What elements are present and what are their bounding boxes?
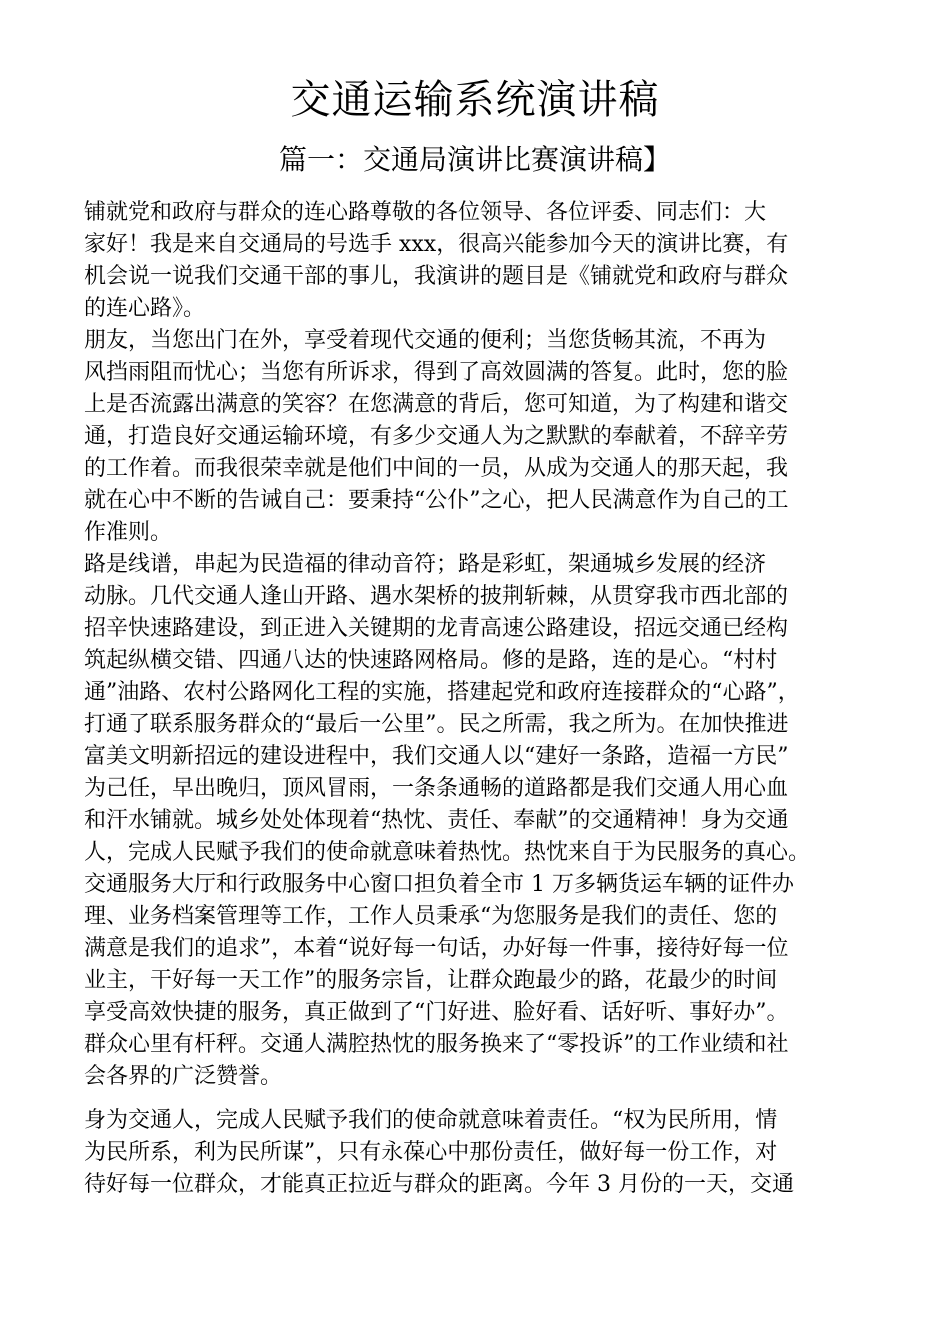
text-line: 人，完成人民赋予我们的使命就意味着热忱。热忱来自于为民服务的真心。 [84,840,811,865]
document-title: 交通运输系统演讲稿 [290,77,660,123]
text-line: 筑起纵横交错、四通八达的快速路网格局。修的是路，连的是心。“村村 [84,648,778,673]
text-line: 为民所系，利为民所谋”，只有永葆心中那份责任，做好每一份工作，对 [84,1140,778,1165]
text-line: 就在心中不断的告诫自己：要秉持“公仆”之心，把人民满意作为自己的工 [84,488,789,513]
text-line: 上是否流露出满意的笑容？在您满意的背后，您可知道，为了构建和谐交 [84,392,789,417]
paragraph-2 [84,325,884,549]
text-line: 的连心路》。 [84,296,206,321]
text-line: 享受高效快捷的服务，真正做到了“门好进、脸好看、话好听、事好办”。 [84,1000,789,1025]
text-line: 路是线谱，串起为民造福的律动音符；路是彩虹，架通城乡发展的经济 [84,552,767,577]
text-line: 通，打造良好交通运输环境，有多少交通人为之默默的奉献着，不辞辛劳 [84,424,789,449]
text-line: 身为交通人，完成人民赋予我们的使命就意味着责任。“权为民所用，情 [84,1108,778,1133]
text-line: 群众心里有杆秤。交通人满腔热忱的服务换来了“零投诉”的工作业绩和社 [84,1032,789,1057]
text-line: 富美文明新招远的建设进程中，我们交通人以“建好一条路，造福一方民” [84,744,789,769]
paragraph-1 [84,197,884,325]
text-line: 交通服务大厅和行政服务中心窗口担负着全市 1 万多辆货运车辆的证件办 [84,872,794,897]
text-line: 家好！我是来自交通局的号选手 xxx，很高兴能参加今天的演讲比赛，有 [84,232,789,257]
text-line: 会各界的广泛赞誉。 [84,1064,283,1089]
text-line: 业主，干好每一天工作”的服务宗旨，让群众跑最少的路，花最少的时间 [84,968,778,993]
text-line: 风挡雨阻而忧心；当您有所诉求，得到了高效圆满的答复。此时，您的脸 [84,360,789,385]
text-line: 待好每一位群众，才能真正拉近与群众的距离。今年 3 月份的一天，交通 [84,1172,794,1197]
paragraph-3 [84,549,884,1093]
text-line: 理、业务档案管理等工作，工作人员秉承“为您服务是我们的责任、您的 [84,904,778,929]
text-line: 作准则。 [84,520,173,545]
text-line: 铺就党和政府与群众的连心路尊敬的各位领导、各位评委、同志们：大 [84,200,767,225]
text-line: 机会说一说我们交通干部的事儿，我演讲的题目是《铺就党和政府与群众 [84,264,789,289]
document-subtitle: 篇一：交通局演讲比赛演讲稿】 [278,143,671,176]
text-line: 朋友，当您出门在外，享受着现代交通的便利；当您货畅其流，不再为 [84,328,767,353]
text-line: 满意是我们的追求”，本着“说好每一句话，办好每一件事，接待好每一位 [84,936,789,961]
text-line: 的工作着。而我很荣幸就是他们中间的一员，从成为交通人的那天起，我 [84,456,789,481]
text-line: 通”油路、农村公路网化工程的实施，搭建起党和政府连接群众的“心路”， [84,680,800,705]
text-line: 打通了联系服务群众的“最后一公里”。民之所需，我之所为。在加快推进 [84,712,789,737]
text-line: 招辛快速路建设，到正进入关键期的龙青高速公路建设，招远交通已经构 [84,616,789,641]
paragraph-4 [84,1105,884,1201]
text-line: 动脉。几代交通人逢山开路、遇水架桥的披荆斩棘，从贯穿我市西北部的 [84,584,789,609]
text-line: 和汗水铺就。城乡处处体现着“热忱、责任、奉献”的交通精神！身为交通 [84,808,789,833]
document-body [84,197,884,1201]
text-line: 为己任，早出晚归，顶风冒雨，一条条通畅的道路都是我们交通人用心血 [84,776,789,801]
paragraph-spacer [84,1093,884,1105]
